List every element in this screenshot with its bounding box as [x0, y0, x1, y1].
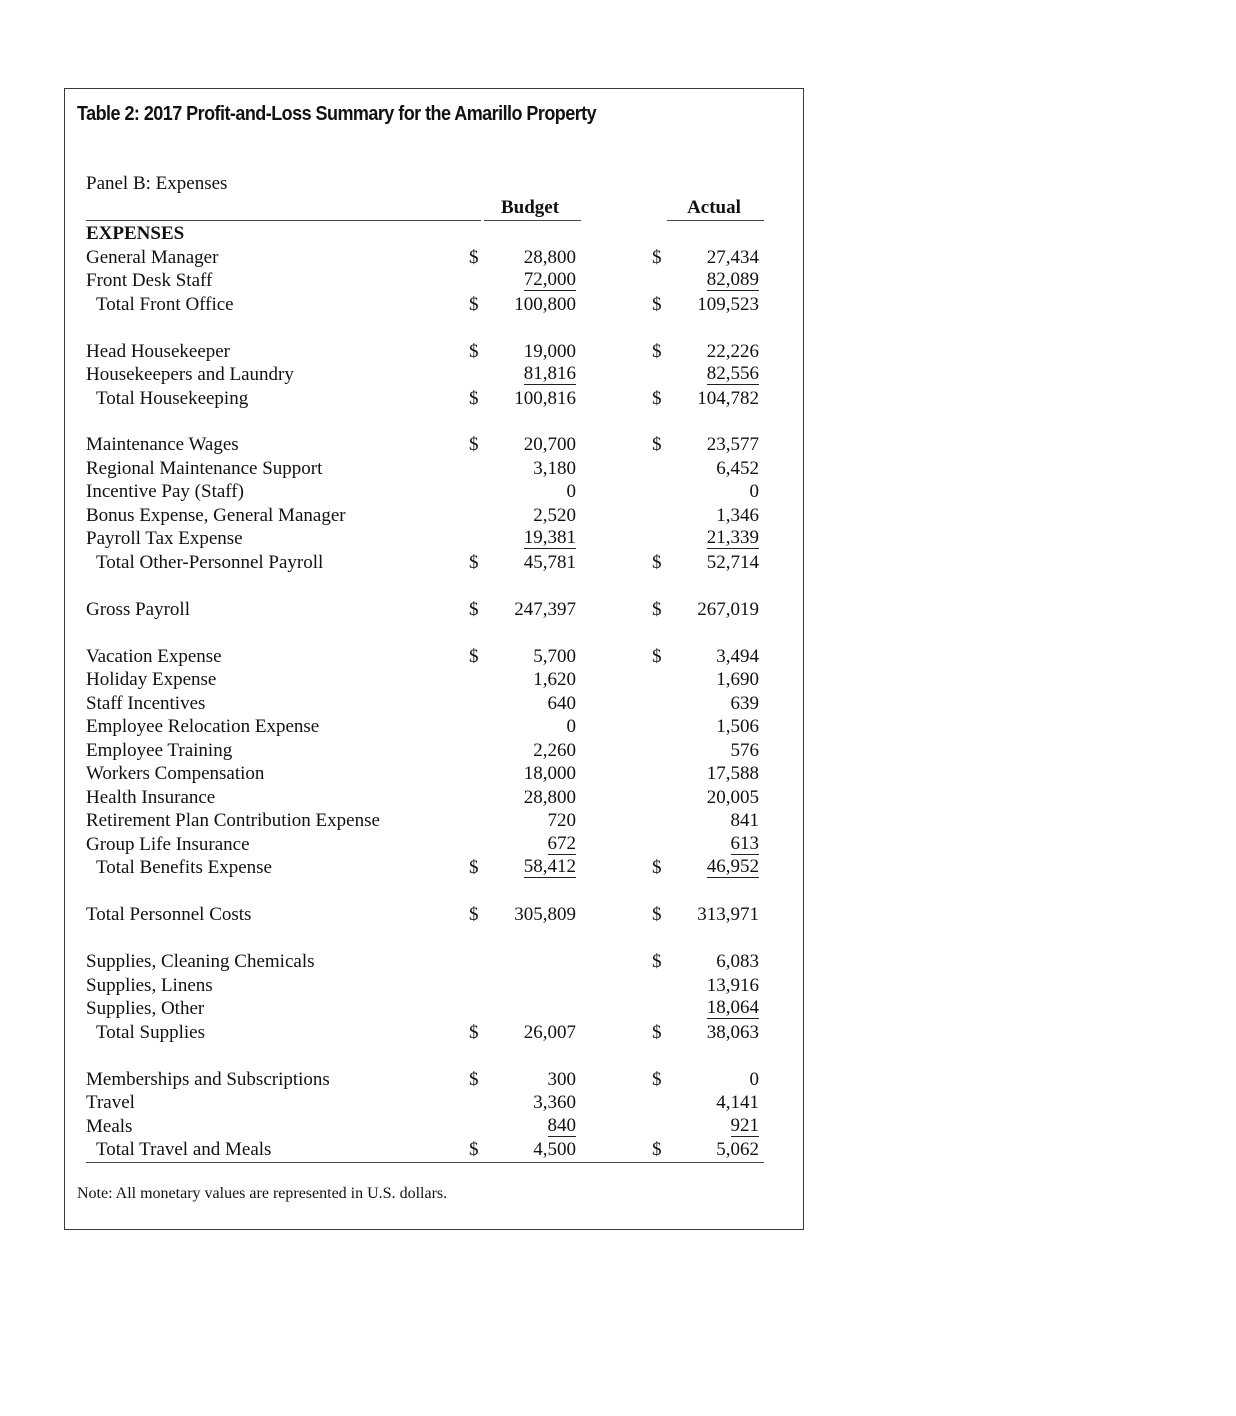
- actual-value: 46,952: [706, 856, 759, 877]
- table-row: [0, 809, 1236, 833]
- row-label: Payroll Tax Expense: [86, 528, 243, 549]
- table-row: [0, 974, 1236, 998]
- row-label: Total Personnel Costs: [86, 904, 252, 925]
- actual-value: 22,226: [706, 341, 759, 362]
- row-label: General Manager: [86, 247, 219, 268]
- table-row: [0, 293, 1236, 317]
- budget-dollar-sign: $: [469, 904, 479, 925]
- budget-value: 247,397: [514, 599, 576, 620]
- budget-dollar-sign: $: [469, 341, 479, 362]
- row-label: Supplies, Cleaning Chemicals: [86, 951, 315, 972]
- budget-value: 72,000: [523, 269, 576, 290]
- row-label: Front Desk Staff: [86, 270, 213, 291]
- actual-dollar-sign: $: [652, 951, 662, 972]
- budget-dollar-sign: $: [469, 247, 479, 268]
- table-row: [0, 668, 1236, 692]
- budget-value: 19,381: [523, 527, 576, 548]
- budget-value: 28,800: [523, 787, 576, 808]
- actual-value: 1,346: [716, 505, 759, 526]
- table-row: [0, 1115, 1236, 1139]
- table-row: [0, 527, 1236, 551]
- column-header-budget: Budget: [500, 197, 560, 218]
- budget-value: 2,520: [533, 505, 576, 526]
- actual-value: 27,434: [706, 247, 759, 268]
- table-row: [0, 1021, 1236, 1045]
- budget-dollar-sign: $: [469, 646, 479, 667]
- actual-value: 0: [749, 481, 759, 502]
- table-row: [0, 1138, 1236, 1162]
- actual-value: 0: [749, 1069, 759, 1090]
- table-row: [0, 598, 1236, 622]
- actual-dollar-sign: $: [652, 646, 662, 667]
- table-row: [0, 715, 1236, 739]
- row-label: Incentive Pay (Staff): [86, 481, 244, 502]
- budget-value: 5,700: [533, 646, 576, 667]
- actual-dollar-sign: $: [652, 599, 662, 620]
- actual-dollar-sign: $: [652, 1069, 662, 1090]
- budget-dollar-sign: $: [469, 1022, 479, 1043]
- panel-label: Panel B: Expenses: [86, 173, 228, 194]
- actual-dollar-sign: $: [652, 341, 662, 362]
- budget-value: 81,816: [523, 363, 576, 384]
- budget-value: 840: [547, 1115, 576, 1136]
- actual-value: 18,064: [706, 997, 759, 1018]
- actual-value: 613: [730, 833, 759, 854]
- actual-value: 313,971: [697, 904, 759, 925]
- row-label: Vacation Expense: [86, 646, 222, 667]
- actual-dollar-sign: $: [652, 247, 662, 268]
- table-row: [0, 457, 1236, 481]
- header-rule-actual: [667, 220, 764, 221]
- row-label: Total Travel and Meals: [96, 1139, 272, 1160]
- actual-value: 639: [730, 693, 759, 714]
- row-label: Supplies, Linens: [86, 975, 213, 996]
- budget-dollar-sign: $: [469, 552, 479, 573]
- table-row: [0, 551, 1236, 575]
- budget-value: 0: [566, 716, 576, 737]
- row-label: Total Supplies: [96, 1022, 205, 1043]
- row-label: Supplies, Other: [86, 998, 205, 1019]
- budget-value: 18,000: [523, 763, 576, 784]
- actual-value: 576: [730, 740, 759, 761]
- budget-value: 640: [547, 693, 576, 714]
- budget-value: 19,000: [523, 341, 576, 362]
- row-label: Staff Incentives: [86, 693, 206, 714]
- table-row: [0, 903, 1236, 927]
- budget-dollar-sign: $: [469, 1069, 479, 1090]
- actual-dollar-sign: $: [652, 904, 662, 925]
- actual-value: 267,019: [697, 599, 759, 620]
- table-row: [0, 363, 1236, 387]
- budget-dollar-sign: $: [469, 857, 479, 878]
- table-row: [0, 1068, 1236, 1092]
- table-row: [0, 433, 1236, 457]
- row-label: Housekeepers and Laundry: [86, 364, 294, 385]
- table-row: [0, 739, 1236, 763]
- budget-value: 305,809: [514, 904, 576, 925]
- actual-value: 5,062: [716, 1139, 759, 1160]
- table-row: [0, 269, 1236, 293]
- actual-value: 20,005: [706, 787, 759, 808]
- actual-dollar-sign: $: [652, 552, 662, 573]
- budget-dollar-sign: $: [469, 1139, 479, 1160]
- header-rule-left: [86, 220, 481, 221]
- actual-dollar-sign: $: [652, 1139, 662, 1160]
- budget-value: 3,360: [533, 1092, 576, 1113]
- actual-value: 82,556: [706, 363, 759, 384]
- table-row: [0, 480, 1236, 504]
- actual-value: 109,523: [697, 294, 759, 315]
- budget-value: 0: [566, 481, 576, 502]
- row-label: Memberships and Subscriptions: [86, 1069, 330, 1090]
- budget-value: 4,500: [533, 1139, 576, 1160]
- row-label: Total Benefits Expense: [96, 857, 272, 878]
- row-label: EXPENSES: [86, 223, 185, 244]
- table-row: [0, 692, 1236, 716]
- budget-value: 672: [547, 833, 576, 854]
- row-label: Total Other-Personnel Payroll: [96, 552, 324, 573]
- budget-value: 58,412: [523, 856, 576, 877]
- budget-value: 26,007: [523, 1022, 576, 1043]
- budget-dollar-sign: $: [469, 294, 479, 315]
- actual-dollar-sign: $: [652, 434, 662, 455]
- actual-value: 38,063: [706, 1022, 759, 1043]
- actual-value: 13,916: [706, 975, 759, 996]
- table-row: [0, 786, 1236, 810]
- actual-dollar-sign: $: [652, 388, 662, 409]
- actual-value: 82,089: [706, 269, 759, 290]
- row-label: Head Housekeeper: [86, 341, 231, 362]
- row-label: Employee Training: [86, 740, 233, 761]
- actual-value: 21,339: [706, 527, 759, 548]
- actual-value: 23,577: [706, 434, 759, 455]
- row-label: Workers Compensation: [86, 763, 265, 784]
- actual-value: 6,083: [716, 951, 759, 972]
- actual-value: 4,141: [716, 1092, 759, 1113]
- row-label: Retirement Plan Contribution Expense: [86, 810, 380, 831]
- actual-value: 52,714: [706, 552, 759, 573]
- row-label: Maintenance Wages: [86, 434, 239, 455]
- budget-value: 100,816: [514, 388, 576, 409]
- row-label: Gross Payroll: [86, 599, 190, 620]
- row-label: Total Housekeeping: [96, 388, 249, 409]
- row-label: Employee Relocation Expense: [86, 716, 320, 737]
- actual-dollar-sign: $: [652, 294, 662, 315]
- table-title: Table 2: 2017 Profit-and-Loss Summary for the Amarillo Property: [77, 103, 597, 125]
- budget-value: 100,800: [514, 294, 576, 315]
- table-row: [0, 504, 1236, 528]
- budget-dollar-sign: $: [469, 599, 479, 620]
- actual-value: 3,494: [716, 646, 759, 667]
- row-label: Meals: [86, 1116, 133, 1137]
- column-header-actual: Actual: [687, 197, 741, 218]
- header-rule-budget: [484, 220, 581, 221]
- budget-value: 45,781: [523, 552, 576, 573]
- table-row: [0, 762, 1236, 786]
- actual-value: 104,782: [697, 388, 759, 409]
- table-row: [0, 833, 1236, 857]
- table-row: [0, 645, 1236, 669]
- budget-dollar-sign: $: [469, 388, 479, 409]
- actual-value: 841: [730, 810, 759, 831]
- row-label: Health Insurance: [86, 787, 216, 808]
- budget-value: 300: [547, 1069, 576, 1090]
- table-row: [0, 387, 1236, 411]
- actual-dollar-sign: $: [652, 857, 662, 878]
- actual-value: 1,506: [716, 716, 759, 737]
- actual-dollar-sign: $: [652, 1022, 662, 1043]
- table-note: Note: All monetary values are represented in U.S. dollars.: [77, 1185, 448, 1202]
- row-label: Group Life Insurance: [86, 834, 250, 855]
- budget-value: 3,180: [533, 458, 576, 479]
- table-row: [0, 1091, 1236, 1115]
- actual-value: 6,452: [716, 458, 759, 479]
- budget-value: 1,620: [533, 669, 576, 690]
- row-label: Regional Maintenance Support: [86, 458, 323, 479]
- budget-value: 2,260: [533, 740, 576, 761]
- budget-value: 20,700: [523, 434, 576, 455]
- table-row: [0, 340, 1236, 364]
- table-row: [0, 222, 1236, 246]
- table-bottom-rule: [86, 1162, 764, 1163]
- row-label: Total Front Office: [96, 294, 234, 315]
- row-label: Holiday Expense: [86, 669, 217, 690]
- budget-value: 720: [547, 810, 576, 831]
- table-row: [0, 997, 1236, 1021]
- table-row: [0, 950, 1236, 974]
- budget-value: 28,800: [523, 247, 576, 268]
- row-label: Travel: [86, 1092, 135, 1113]
- budget-dollar-sign: $: [469, 434, 479, 455]
- table-row: [0, 246, 1236, 270]
- row-label: Bonus Expense, General Manager: [86, 505, 346, 526]
- actual-value: 1,690: [716, 669, 759, 690]
- table-row: [0, 856, 1236, 880]
- actual-value: 921: [730, 1115, 759, 1136]
- actual-value: 17,588: [706, 763, 759, 784]
